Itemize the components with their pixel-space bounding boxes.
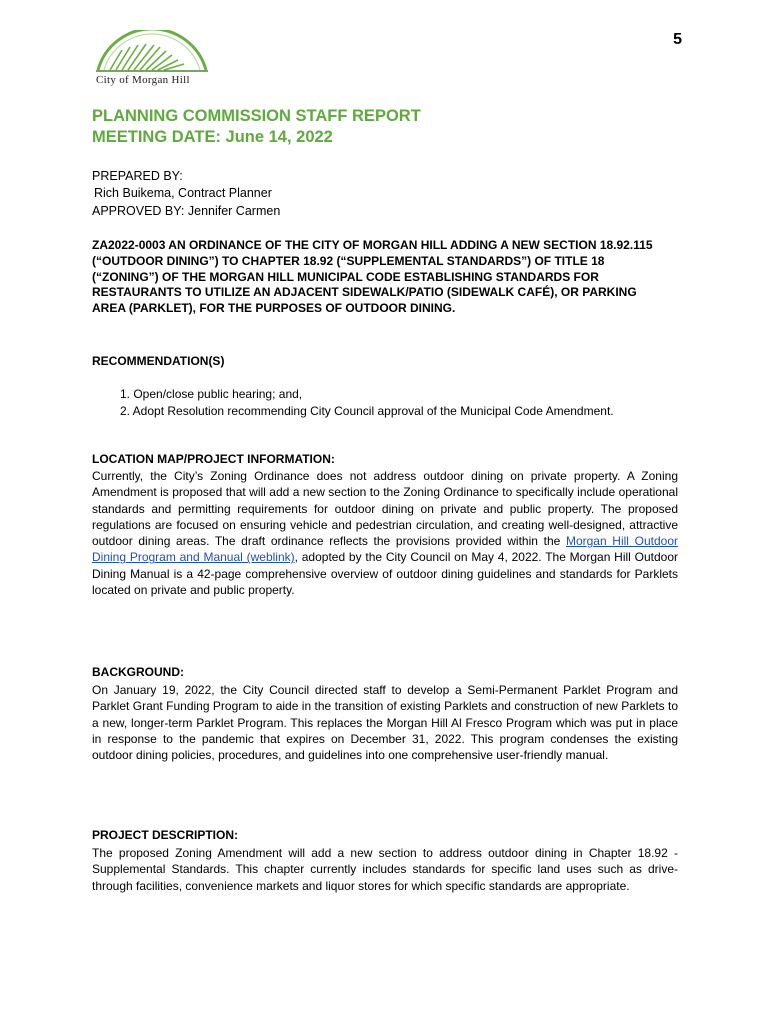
- location-text-1: Currently, the City’s Zoning Ordinance does not address outdoor dining on private property. A Zoning Amendment is proposed that will add a new section to the Zoning Ordinance to specifically include operational standards and permitting requirements for outdoor dining on private and public property. The proposed regulations are focused on ensuring vehicle and pedestrian circulation, and creating well-designed, attractive outdoor dining areas. The draft ordinance reflects the provisions provided within the: [92, 469, 678, 549]
- report-title: [92, 106, 421, 148]
- meeting-date: MEETING DATE: June 14, 2022: [92, 128, 333, 146]
- hills-logo-icon: [92, 30, 212, 74]
- background-paragraph: On January 19, 2022, the City Council directed staff to develop a Semi-Permanent Parklet Program and Parklet Grant Funding Program to aide in the transition of existing Parklets and construction of new Parklets to a new, longer-term Parklet Program. This replaces the Morgan Hill Al Fresco Program which was put in place in response to the pandemic that expires on December 31, 2022. This program condenses the existing outdoor dining policies, procedures, and guidelines into one comprehensive user-friendly manual.: [92, 683, 678, 763]
- page-number: 5: [673, 31, 682, 48]
- location-paragraph: [92, 468, 678, 598]
- recommendation-list: [120, 386, 614, 420]
- title-line-1: PLANNING COMMISSION STAFF REPORT: [92, 107, 421, 125]
- list-item: 2. Adopt Resolution recommending City Council approval of the Municipal Code Amendment.: [120, 404, 614, 418]
- logo-text: City of Morgan Hill: [96, 74, 190, 86]
- background-heading: BACKGROUND:: [92, 665, 184, 679]
- project-paragraph: The proposed Zoning Amendment will add a new section to address outdoor dining in Chapter 18.92 - Supplemental Standards. This chapter currently includes standards for specific land uses such as drive-through facilities, convenience markets and liquor stores for which specific standards are appropriate.: [92, 846, 678, 893]
- prepared-by-label: PREPARED BY:: [92, 169, 183, 183]
- ordinance-title: ZA2022-0003 AN ORDINANCE OF THE CITY OF MORGAN HILL ADDING A NEW SECTION 18.92.115 (“OUTDOOR DINING”) TO CHAPTER 18.92 (“SUPPLEMENTAL STANDARDS”) OF TITLE 18 (“ZONING”) OF THE MORGAN HILL MUNICIPAL CODE ESTABLISHING STANDARDS FOR RESTAURANTS TO UTILIZE AN ADJACENT SIDEWALK/PATIO (SIDEWALK CAFÉ), OR PARKING AREA (PARKLET), FOR THE PURPOSES OF OUTDOOR DINING.: [92, 238, 653, 316]
- approved-by: APPROVED BY: Jennifer Carmen: [92, 204, 281, 218]
- location-text-2: , adopted by the City Council on May 4, 2022. The Morgan Hill Outdoor Dining Manual is a 42-page comprehensive overview of outdoor dining guidelines and standards for Parklets located on private and public property.: [92, 550, 678, 598]
- prepared-by: Rich Buikema, Contract Planner: [94, 186, 272, 200]
- location-heading: LOCATION MAP/PROJECT INFORMATION:: [92, 452, 335, 466]
- outdoor-dining-manual-link[interactable]: Morgan Hill Outdoor Dining Program and Manual (weblink): [92, 534, 678, 565]
- project-heading: PROJECT DESCRIPTION:: [92, 828, 239, 842]
- recommendation-heading: RECOMMENDATION(S): [92, 354, 225, 368]
- list-item: 1. Open/close public hearing; and,: [120, 387, 303, 401]
- city-logo: [92, 30, 212, 92]
